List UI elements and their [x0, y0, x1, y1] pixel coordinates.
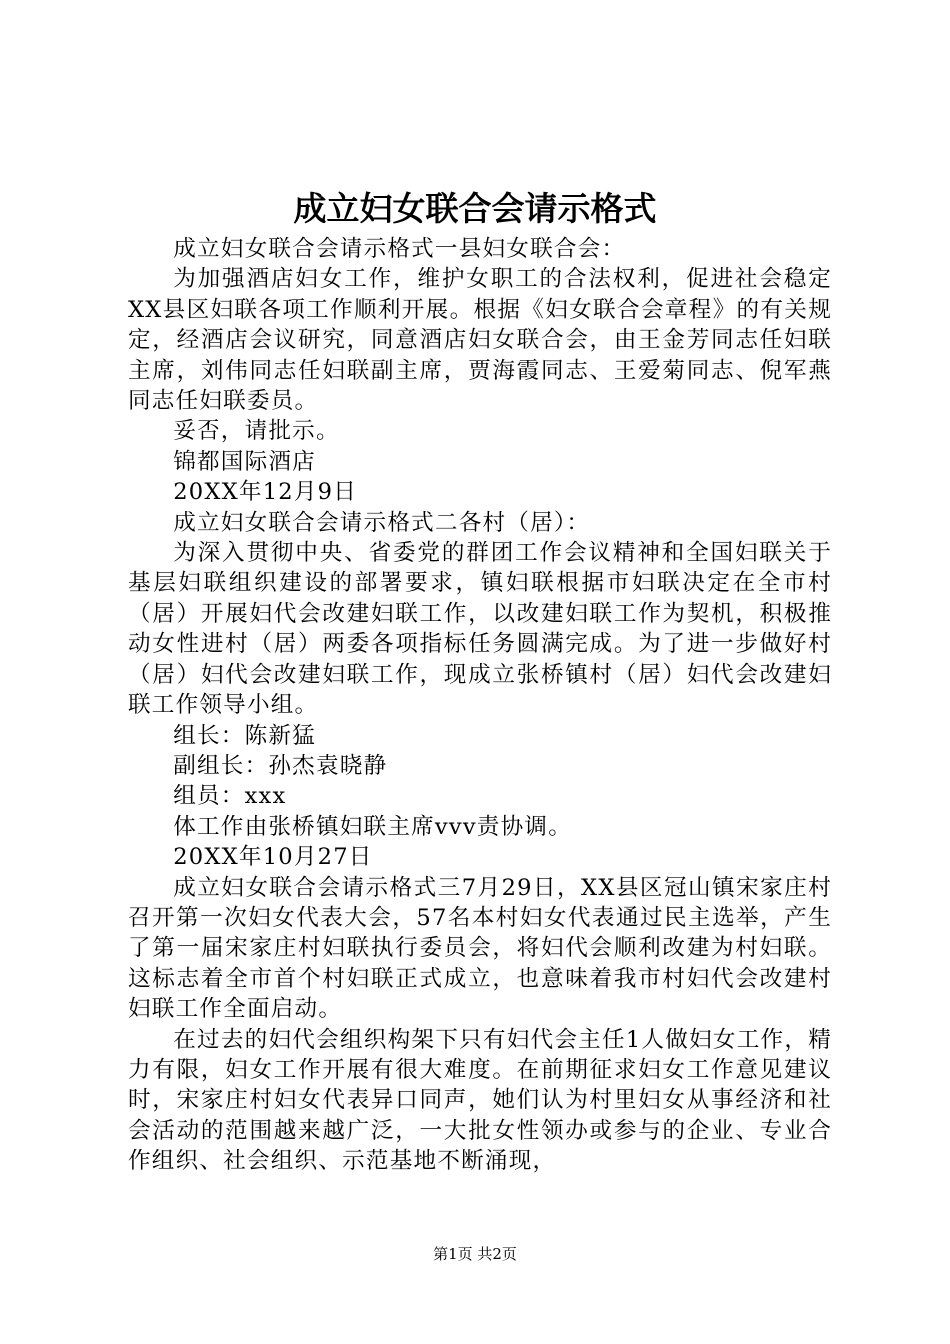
- paragraph-format-three: 成立妇女联合会请示格式三7月29日，XX县区冠山镇宋家庄村召开第一次妇女代表大会，57名本村妇女代表通过民主选举，产生了第一届宋家庄村妇联执行委员会，将妇代会顺利改建为村妇联。这标志着全市首个村妇联正式成立，也意味着我市村妇代会改建村妇联工作全面启动。: [128, 874, 832, 1023]
- paragraph-signature-hotel: 锦都国际酒店: [173, 448, 316, 475]
- paragraph-date-one: 20XX年12月9日: [173, 479, 358, 506]
- document-title: 成立妇女联合会请示格式: [293, 189, 657, 228]
- paragraph-group-leader: 组长：陈新猛: [173, 722, 316, 749]
- paragraph-coordination: 体工作由张桥镇妇联主席vvv责协调。: [173, 813, 572, 840]
- paragraph-background: 在过去的妇代会组织构架下只有妇代会主任1人做妇女工作，精力有限，妇女工作开展有很大难度。在前期征求妇女工作意见建议时，宋家庄村妇女代表异口同声，她们认为村里妇女从事经济和社会活动的范围越来越广泛，一大批女性领办或参与的企业、专业合作组织、社会组织、示范基地不断涌现，: [128, 1026, 832, 1175]
- paragraph-date-two: 20XX年10月27日: [173, 844, 373, 871]
- paragraph-members: 组员：xxx: [173, 783, 287, 810]
- document-body: [128, 234, 832, 1177]
- paragraph-format-two-heading: 成立妇女联合会请示格式二各村（居）：: [173, 509, 591, 536]
- paragraph-deputy-leader: 副组长：孙杰袁晓静: [173, 752, 388, 779]
- paragraph-reform-notice: 为深入贯彻中央、省委党的群团工作会议精神和全国妇联关于基层妇联组织建设的部署要求，镇妇联根据市妇联决定在全市村（居）开展妇代会改建妇联工作，以改建妇联工作为契机，积极推动女性进村（居）两委各项指标任务圆满完成。为了进一步做好村（居）妇代会改建妇联工作，现成立张桥镇村（居）妇代会改建妇联工作领导小组。: [128, 540, 832, 719]
- paragraph-hotel-request: 为加强酒店妇女工作，维护女职工的合法权利，促进社会稳定XX县区妇联各项工作顺利开展。根据《妇女联合会章程》的有关规定，经酒店会议研究，同意酒店妇女联合会，由王金芳同志任妇联主席，刘伟同志任妇联副主席，贾海霞同志、王爱菊同志、倪军燕同志任妇联委员。: [128, 266, 832, 415]
- paragraph-approval-request: 妥否，请批示。: [173, 418, 340, 445]
- page-footer: 第1页 共2页: [433, 1245, 517, 1263]
- paragraph-format-one-heading: 成立妇女联合会请示格式一县妇女联合会：: [173, 236, 626, 262]
